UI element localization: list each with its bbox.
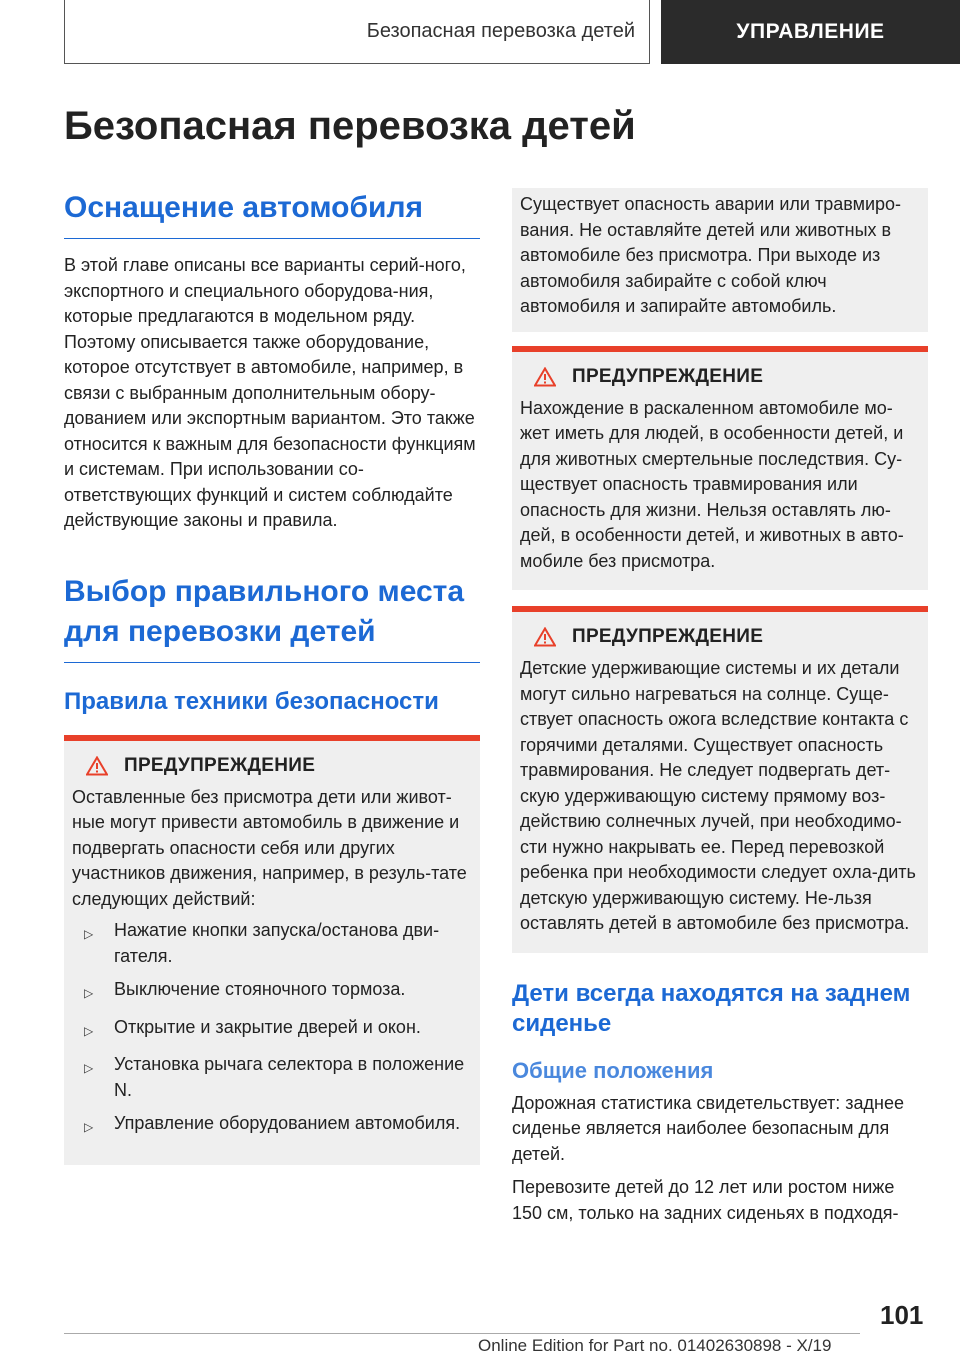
- heading-safety-rules: Правила техники безопасности: [64, 687, 439, 715]
- section-tab-label: УПРАВЛЕНИЕ: [736, 20, 885, 43]
- warning-box-unattended: [64, 735, 480, 1165]
- triangle-bullet-icon: ▷: [84, 927, 94, 941]
- warning-title: ПРЕДУПРЕЖДЕНИЕ: [572, 626, 764, 647]
- heading-choose-place: Выбор правильного места для перевозки детей: [64, 572, 480, 663]
- warning-header: [72, 755, 472, 777]
- list-item: ▷ Выключение стояночного тормоза.: [72, 977, 472, 1007]
- warning-title: ПРЕДУПРЕЖДЕНИЕ: [124, 754, 316, 776]
- warning-text: Детские удерживающие системы и их детали могут сильно нагреваться на солнце. Суще-ствует опасность ожога вследствие контакта с горячими деталями. Существует опасность травмирования. Не следует подвергать дет-скую удерживающую систему прямому воз-действию солнечных лучей, при необходимо-сти нужно накрывать ее. Перед перевозкой ребенка при необходимости следует охла-дить детскую удерживающую систему. Не-льзя оставлять детей в автомобиле без присмотра.: [520, 658, 916, 933]
- list-item: ▷ Установка рычага селектора в положение N.: [72, 1052, 472, 1103]
- list-item: ▷ Управление оборудованием автомобиля.: [72, 1111, 472, 1141]
- warning-text: Оставленные без присмотра дети или живот-ные могут привести автомобиль в движение и подвергать опасности себя или других участников движения, например, в резуль-тате следующих действий:: [72, 786, 467, 909]
- continued-warning-text: Существует опасность аварии или травмиро-вания. Не оставляйте детей или животных в автомобиле без присмотра. При выходе из автомобиля забирайте с собой ключ автомобиля и запирайте автомобиль.: [520, 194, 902, 316]
- warning-title: ПРЕДУПРЕЖДЕНИЕ: [572, 365, 764, 387]
- general-paragraph-1: Дорожная статистика свидетельствует: заднее сиденье является наиболее безопасным для детей.: [512, 1092, 904, 1164]
- equipment-paragraph: В этой главе описаны все варианты серий-ного, экспортного и специального оборудова-ния, которые предлагаются в модельном ряду. Поэтому описывается также оборудование, которое отсутствует в автомобиле, например, в связи с выбранным дополнительным обору-дованием или экспортным вариантом. Это также относится к важным для безопасности функциям и системам. При использовании со-ответствующих функций и систем соблюдайте действующие законы и правила.: [64, 255, 476, 530]
- warning-text: Нахождение в раскаленном автомобиле мо-жет иметь для людей, в особенности детей, и для животных смертельные последствия. Су-ществует опасность травмирования или опасность для жизни. Нельзя оставлять лю-дей, в особенности детей, и животных в авто-мобиле без присмотра.: [520, 397, 904, 571]
- list-item: ▷ Открытие и закрытие дверей и окон.: [72, 1015, 472, 1045]
- page-number: 101: [880, 1300, 924, 1330]
- warning-triangle-icon: [534, 367, 556, 387]
- warning-action-list: [72, 918, 472, 1141]
- left-column: [64, 188, 480, 1165]
- chapter-tab[interactable]: [64, 0, 650, 64]
- general-paragraph-2: Перевозите детей до 12 лет или ростом ниже 150 см, только на задних сиденьях в подходя-: [512, 1177, 899, 1223]
- triangle-bullet-icon: ▷: [84, 1120, 94, 1134]
- chapter-tab-label: Безопасная перевозка детей: [366, 20, 635, 42]
- warning-triangle-icon: [534, 627, 556, 647]
- heading-rear-seat: Дети всегда находятся на заднем сиденье: [512, 979, 911, 1037]
- heading-equipment: Оснащение автомобиля: [64, 188, 480, 239]
- triangle-bullet-icon: ▷: [84, 986, 94, 1000]
- page-title: Безопасная перевозка детей: [64, 104, 636, 148]
- triangle-bullet-icon: ▷: [84, 1061, 94, 1075]
- warning-triangle-icon: [86, 756, 108, 776]
- triangle-bullet-icon: ▷: [84, 1023, 94, 1038]
- warning-continuation-box: [512, 188, 928, 332]
- warning-header: [520, 366, 920, 388]
- footer-edition: Online Edition for Part no. 01402630898 - X/19: [478, 1336, 832, 1355]
- footer-divider: [64, 1333, 860, 1334]
- section-tab[interactable]: [661, 0, 960, 64]
- heading-general: Общие положения: [512, 1057, 714, 1083]
- right-column: [512, 188, 928, 1226]
- list-item: ▷ Нажатие кнопки запуска/останова дви-гателя.: [72, 918, 472, 969]
- warning-box-hot-seat: [512, 606, 928, 953]
- warning-header: [520, 626, 920, 648]
- warning-box-hot-vehicle: [512, 346, 928, 591]
